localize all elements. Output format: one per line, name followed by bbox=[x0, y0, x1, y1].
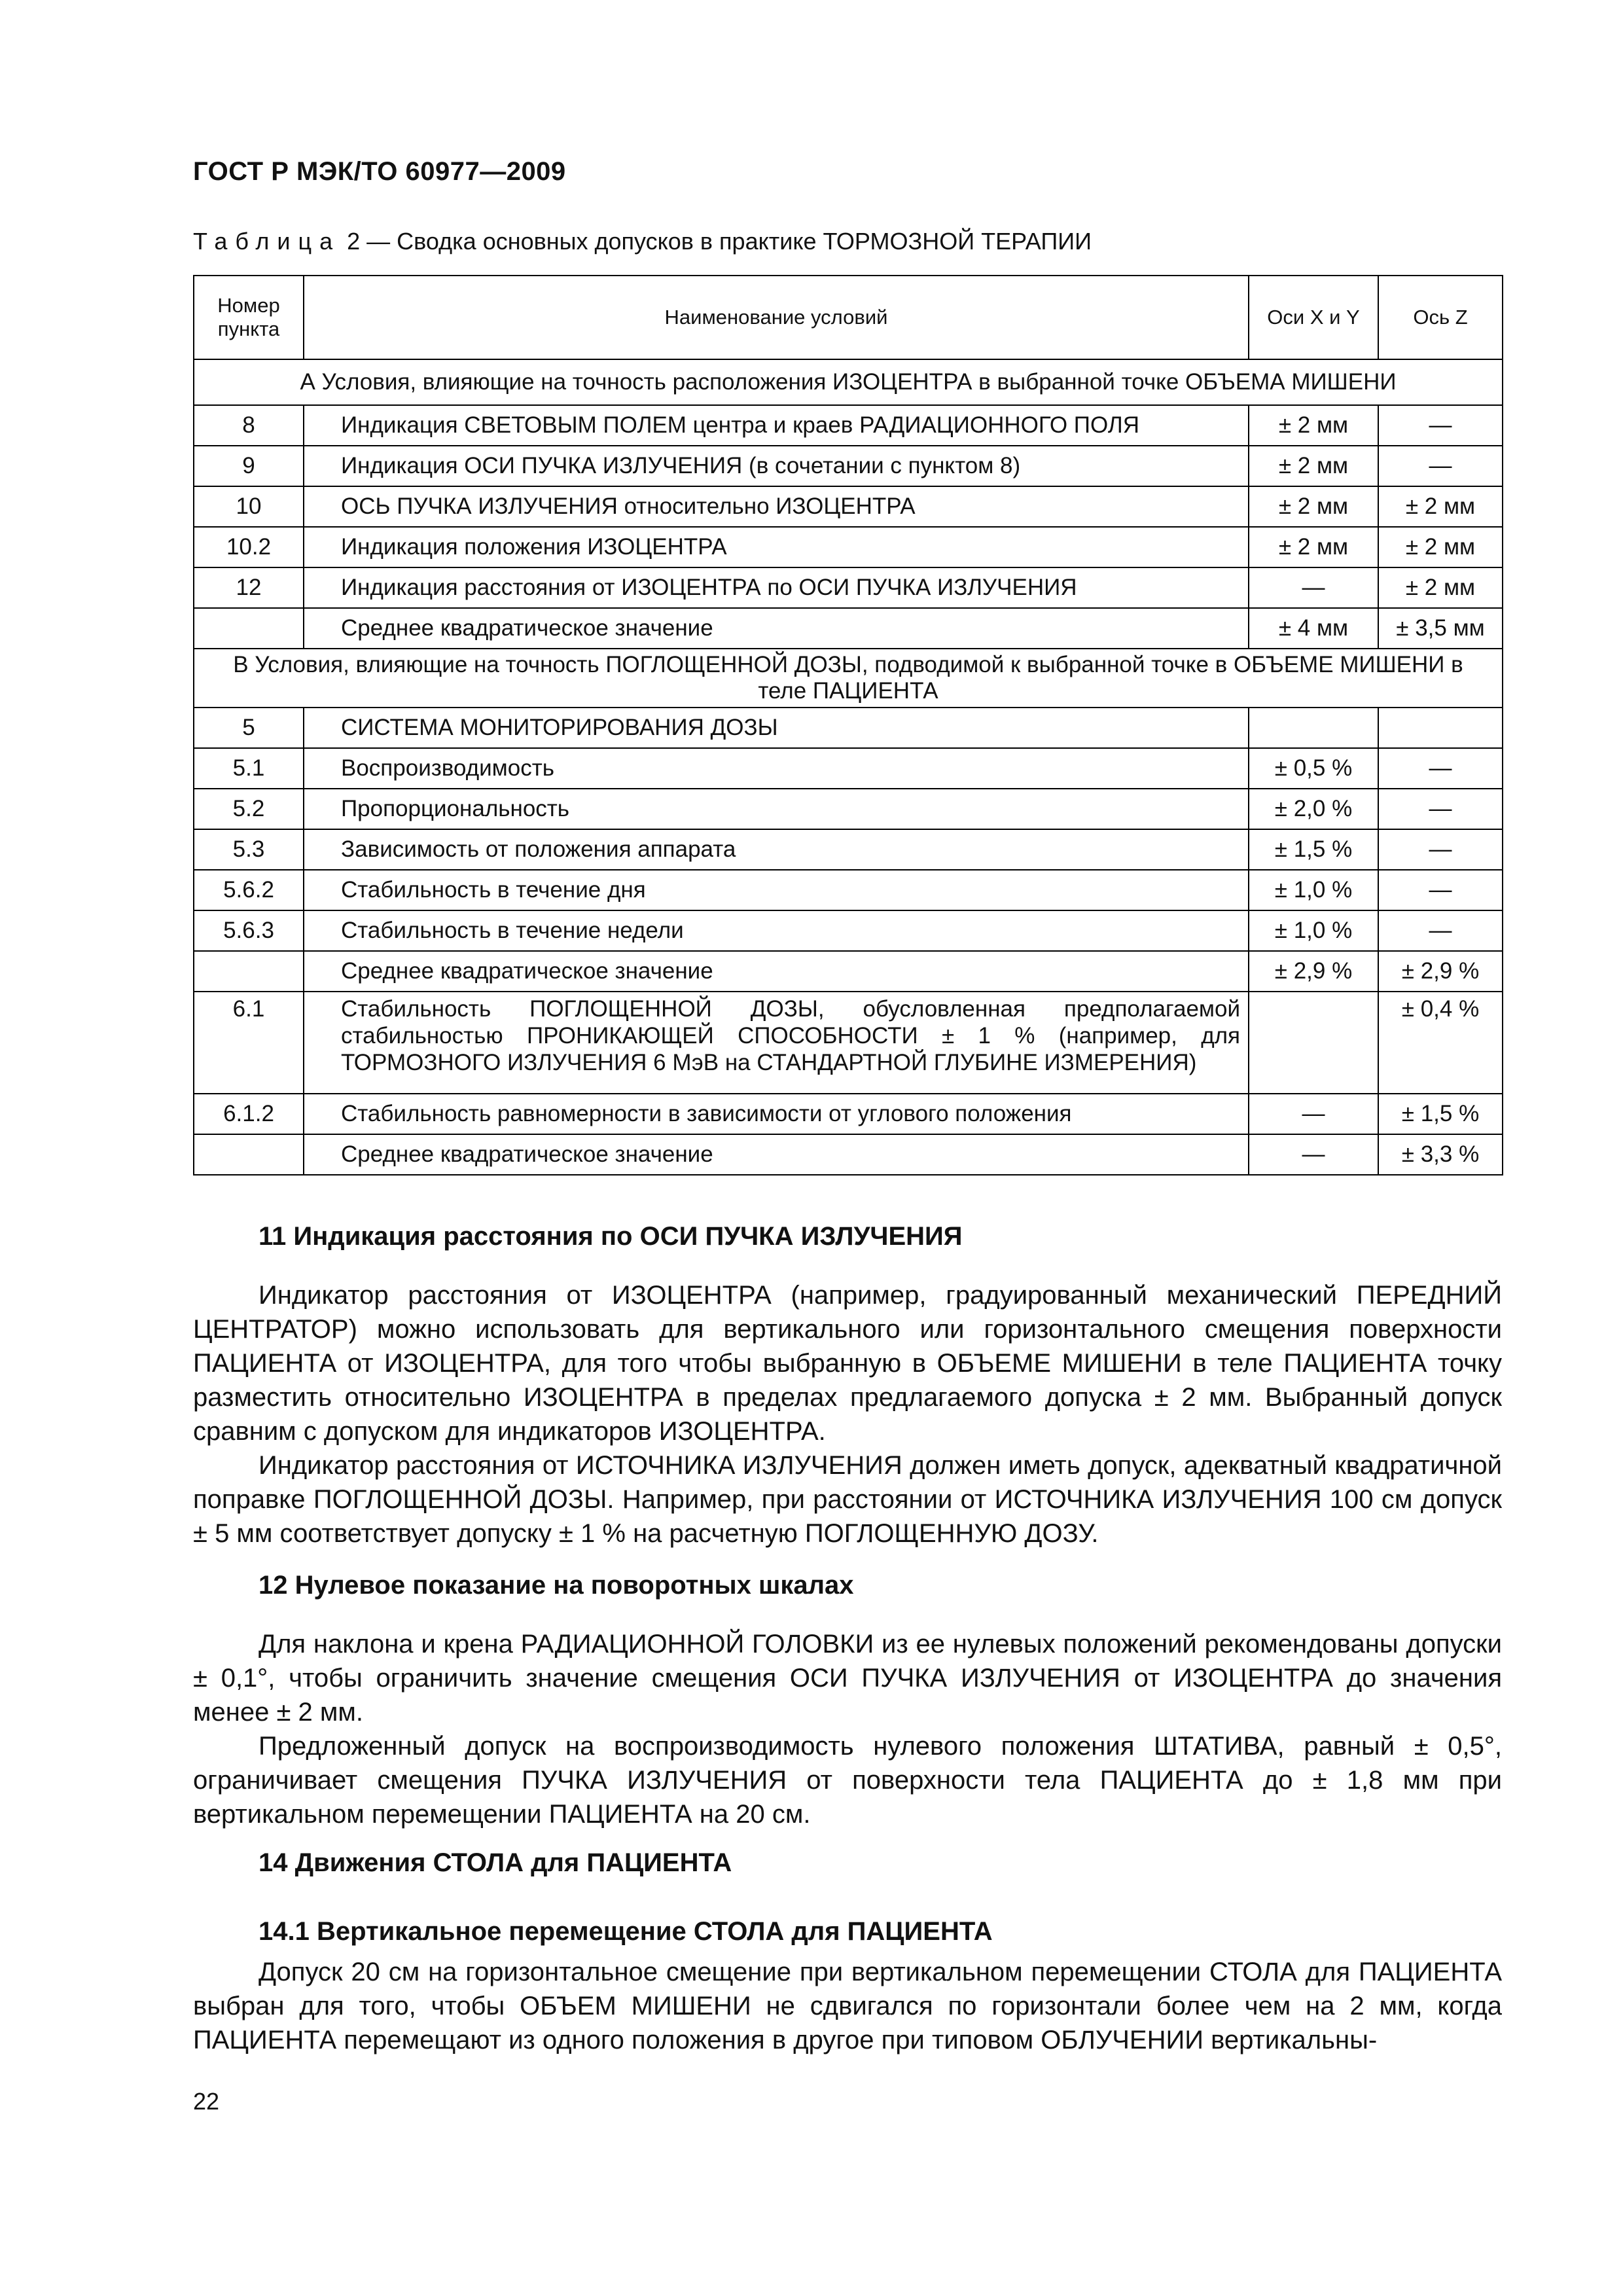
row-z: ± 2 мм bbox=[1378, 527, 1503, 567]
row-name: Среднее квадратическое значение bbox=[304, 951, 1249, 992]
row-name: Среднее квадратическое значение bbox=[304, 1134, 1249, 1175]
row-xy bbox=[1249, 992, 1378, 1094]
row-name: Индикация СВЕТОВЫМ ПОЛЕМ центра и краев РАДИАЦИОННОГО ПОЛЯ bbox=[304, 405, 1249, 446]
row-xy: ± 2 мм bbox=[1249, 446, 1378, 486]
document-header: ГОСТ Р МЭК/ТО 60977—2009 bbox=[193, 157, 566, 186]
row-z: — bbox=[1378, 910, 1503, 951]
row-num: 12 bbox=[194, 567, 304, 608]
row-xy: ± 0,5 % bbox=[1249, 748, 1378, 789]
table-row bbox=[194, 789, 1503, 829]
row-name: ОСЬ ПУЧКА ИЗЛУЧЕНИЯ относительно ИЗОЦЕНТРА bbox=[304, 486, 1249, 527]
row-z: — bbox=[1378, 870, 1503, 910]
row-name: Зависимость от положения аппарата bbox=[304, 829, 1249, 870]
row-num: 10 bbox=[194, 486, 304, 527]
row-num bbox=[194, 951, 304, 992]
row-xy: ± 1,0 % bbox=[1249, 870, 1378, 910]
row-num bbox=[194, 1134, 304, 1175]
table-row bbox=[194, 446, 1503, 486]
row-num: 5 bbox=[194, 708, 304, 748]
row-num: 9 bbox=[194, 446, 304, 486]
section-12-paragraph-1: Для наклона и крена РАДИАЦИОННОЙ ГОЛОВКИ из ее нулевых положений рекомендованы допуски ± 0,1°, чтобы ограничить значение смещения ОСИ ПУЧКА ИЗЛУЧЕНИЯ от ИЗОЦЕНТРА до значения менее ± 2 мм. bbox=[193, 1630, 1502, 1727]
row-z: — bbox=[1378, 446, 1503, 486]
row-z: ± 1,5 % bbox=[1378, 1094, 1503, 1134]
row-num: 8 bbox=[194, 405, 304, 446]
table-row bbox=[194, 910, 1503, 951]
row-num: 5.3 bbox=[194, 829, 304, 870]
row-z: — bbox=[1378, 748, 1503, 789]
row-name: Стабильность в течение недели bbox=[304, 910, 1249, 951]
page-number: 22 bbox=[193, 2088, 220, 2115]
row-xy: ± 2 мм bbox=[1249, 405, 1378, 446]
row-name: Стабильность равномерности в зависимости от углового положения bbox=[304, 1094, 1249, 1134]
row-z: ± 2,9 % bbox=[1378, 951, 1503, 992]
row-z: ± 2 мм bbox=[1378, 486, 1503, 527]
row-xy: — bbox=[1249, 1094, 1378, 1134]
section-11-paragraph-2: Индикатор расстояния от ИСТОЧНИКА ИЗЛУЧЕНИЯ должен иметь допуск, адекватный квадратичной поправке ПОГЛОЩЕННОЙ ДОЗЫ. Например, при расстоянии от ИСТОЧНИКА ИЗЛУЧЕНИЯ 100 см допуск ± 5 мм соответствует допуску ± 1 % на расчетную ПОГЛОЩЕННУЮ ДОЗУ. bbox=[193, 1451, 1502, 1548]
table-row bbox=[194, 708, 1503, 748]
row-xy: ± 2,9 % bbox=[1249, 951, 1378, 992]
section-11-paragraph-1: Индикатор расстояния от ИЗОЦЕНТРА (например, градуированный механический ПЕРЕДНИЙ ЦЕНТРАТОР) можно использовать для вертикального или горизонтального смещения поверхности ПАЦИЕНТА от ИЗОЦЕНТРА, для того чтобы выбранную в ОБЪЕМЕ МИШЕНИ в теле ПАЦИЕНТА точку разместить относительно ИЗОЦЕНТРА в пределах предлагаемого допуска ± 2 мм. Выбранный допуск сравним с допуском для индикаторов ИЗОЦЕНТРА. bbox=[193, 1281, 1502, 1446]
row-num: 5.2 bbox=[194, 789, 304, 829]
section-b-title: В Условия, влияющие на точность ПОГЛОЩЕННОЙ ДОЗЫ, подводимой к выбранной точке в ОБЪЕМЕ МИШЕНИ в теле ПАЦИЕНТА bbox=[194, 649, 1503, 708]
table-row bbox=[194, 992, 1503, 1094]
row-z: — bbox=[1378, 789, 1503, 829]
tolerance-table bbox=[193, 275, 1503, 1175]
table-row bbox=[194, 748, 1503, 789]
section-12-heading: 12 Нулевое показание на поворотных шкалах bbox=[259, 1571, 854, 1600]
row-num: 10.2 bbox=[194, 527, 304, 567]
section-row-b bbox=[194, 649, 1503, 708]
section-14-1 bbox=[193, 1914, 1502, 2057]
section-11-heading: 11 Индикация расстояния по ОСИ ПУЧКА ИЗЛУЧЕНИЯ bbox=[259, 1222, 963, 1251]
row-name: СИСТЕМА МОНИТОРИРОВАНИЯ ДОЗЫ bbox=[304, 708, 1249, 748]
table-caption bbox=[193, 228, 1092, 255]
row-name: Стабильность в течение дня bbox=[304, 870, 1249, 910]
header-z: Ось Z bbox=[1378, 276, 1503, 359]
row-name: Стабильность ПОГЛОЩЕННОЙ ДОЗЫ, обусловленная предполагаемой стабильностью ПРОНИКАЮЩЕЙ СПОСОБНОСТИ ± 1 % (например, для ТОРМОЗНОГО ИЗЛУЧЕНИЯ 6 МэВ на СТАНДАРТНОЙ ГЛУБИНЕ ИЗМЕРЕНИЯ) bbox=[304, 992, 1249, 1094]
table-caption-label: Таблица bbox=[193, 228, 341, 255]
row-z: ± 3,3 % bbox=[1378, 1134, 1503, 1175]
row-name: Индикация положения ИЗОЦЕНТРА bbox=[304, 527, 1249, 567]
row-z: — bbox=[1378, 405, 1503, 446]
row-name: Воспроизводимость bbox=[304, 748, 1249, 789]
table-caption-text: 2 — Сводка основных допусков в практике ТОРМОЗНОЙ ТЕРАПИИ bbox=[340, 228, 1092, 255]
row-xy: — bbox=[1249, 1134, 1378, 1175]
row-name: Среднее квадратическое значение bbox=[304, 608, 1249, 649]
section-12 bbox=[193, 1568, 1502, 1831]
table-row-summary bbox=[194, 608, 1503, 649]
table-row bbox=[194, 870, 1503, 910]
table-row bbox=[194, 486, 1503, 527]
row-xy: ± 1,5 % bbox=[1249, 829, 1378, 870]
row-z: ± 0,4 % bbox=[1378, 992, 1503, 1094]
row-xy bbox=[1249, 708, 1378, 748]
row-name: Пропорциональность bbox=[304, 789, 1249, 829]
row-name: Индикация ОСИ ПУЧКА ИЗЛУЧЕНИЯ (в сочетании с пунктом 8) bbox=[304, 446, 1249, 486]
table-header-row bbox=[194, 276, 1503, 359]
row-name: Индикация расстояния от ИЗОЦЕНТРА по ОСИ ПУЧКА ИЗЛУЧЕНИЯ bbox=[304, 567, 1249, 608]
table-row bbox=[194, 567, 1503, 608]
table-row bbox=[194, 405, 1503, 446]
row-xy: ± 2,0 % bbox=[1249, 789, 1378, 829]
row-num: 6.1 bbox=[194, 992, 304, 1094]
row-num: 5.6.3 bbox=[194, 910, 304, 951]
table-row bbox=[194, 1094, 1503, 1134]
row-num bbox=[194, 608, 304, 649]
section-11 bbox=[193, 1219, 1502, 1551]
row-z: — bbox=[1378, 829, 1503, 870]
row-num: 5.1 bbox=[194, 748, 304, 789]
section-14 bbox=[193, 1846, 1502, 1880]
table-row bbox=[194, 829, 1503, 870]
section-14-1-paragraph-1: Допуск 20 см на горизонтальное смещение при вертикальном перемещении СТОЛА для ПАЦИЕНТА выбран для того, чтобы ОБЪЕМ МИШЕНИ не сдвигался по горизонтали более чем на 2 мм, когда ПАЦИЕНТА перемещают из одного положения в другое при типовом ОБЛУЧЕНИИ вертикальны- bbox=[193, 1958, 1502, 2054]
header-num: Номер пункта bbox=[194, 276, 304, 359]
section-row-a bbox=[194, 359, 1503, 405]
row-z bbox=[1378, 708, 1503, 748]
row-num: 5.6.2 bbox=[194, 870, 304, 910]
row-z: ± 3,5 мм bbox=[1378, 608, 1503, 649]
header-name: Наименование условий bbox=[304, 276, 1249, 359]
table-body bbox=[194, 359, 1503, 1175]
row-z: ± 2 мм bbox=[1378, 567, 1503, 608]
row-xy: — bbox=[1249, 567, 1378, 608]
table-row-summary bbox=[194, 951, 1503, 992]
section-14-heading: 14 Движения СТОЛА для ПАЦИЕНТА bbox=[259, 1848, 732, 1877]
row-num: 6.1.2 bbox=[194, 1094, 304, 1134]
section-a-title: А Условия, влияющие на точность расположения ИЗОЦЕНТРА в выбранной точке ОБЪЕМА МИШЕНИ bbox=[194, 359, 1503, 405]
section-14-1-heading: 14.1 Вертикальное перемещение СТОЛА для ПАЦИЕНТА bbox=[259, 1917, 993, 1946]
row-xy: ± 2 мм bbox=[1249, 486, 1378, 527]
section-12-paragraph-2: Предложенный допуск на воспроизводимость нулевого положения ШТАТИВА, равный ± 0,5°, ограничивает смещения ПУЧКА ИЗЛУЧЕНИЯ от поверхности тела ПАЦИЕНТА до ± 1,8 мм при вертикальном перемещении ПАЦИЕНТА на 20 см. bbox=[193, 1732, 1502, 1829]
table-row-summary bbox=[194, 1134, 1503, 1175]
table-row bbox=[194, 527, 1503, 567]
row-xy: ± 1,0 % bbox=[1249, 910, 1378, 951]
header-xy: Оси X и Y bbox=[1249, 276, 1378, 359]
row-xy: ± 4 мм bbox=[1249, 608, 1378, 649]
row-xy: ± 2 мм bbox=[1249, 527, 1378, 567]
